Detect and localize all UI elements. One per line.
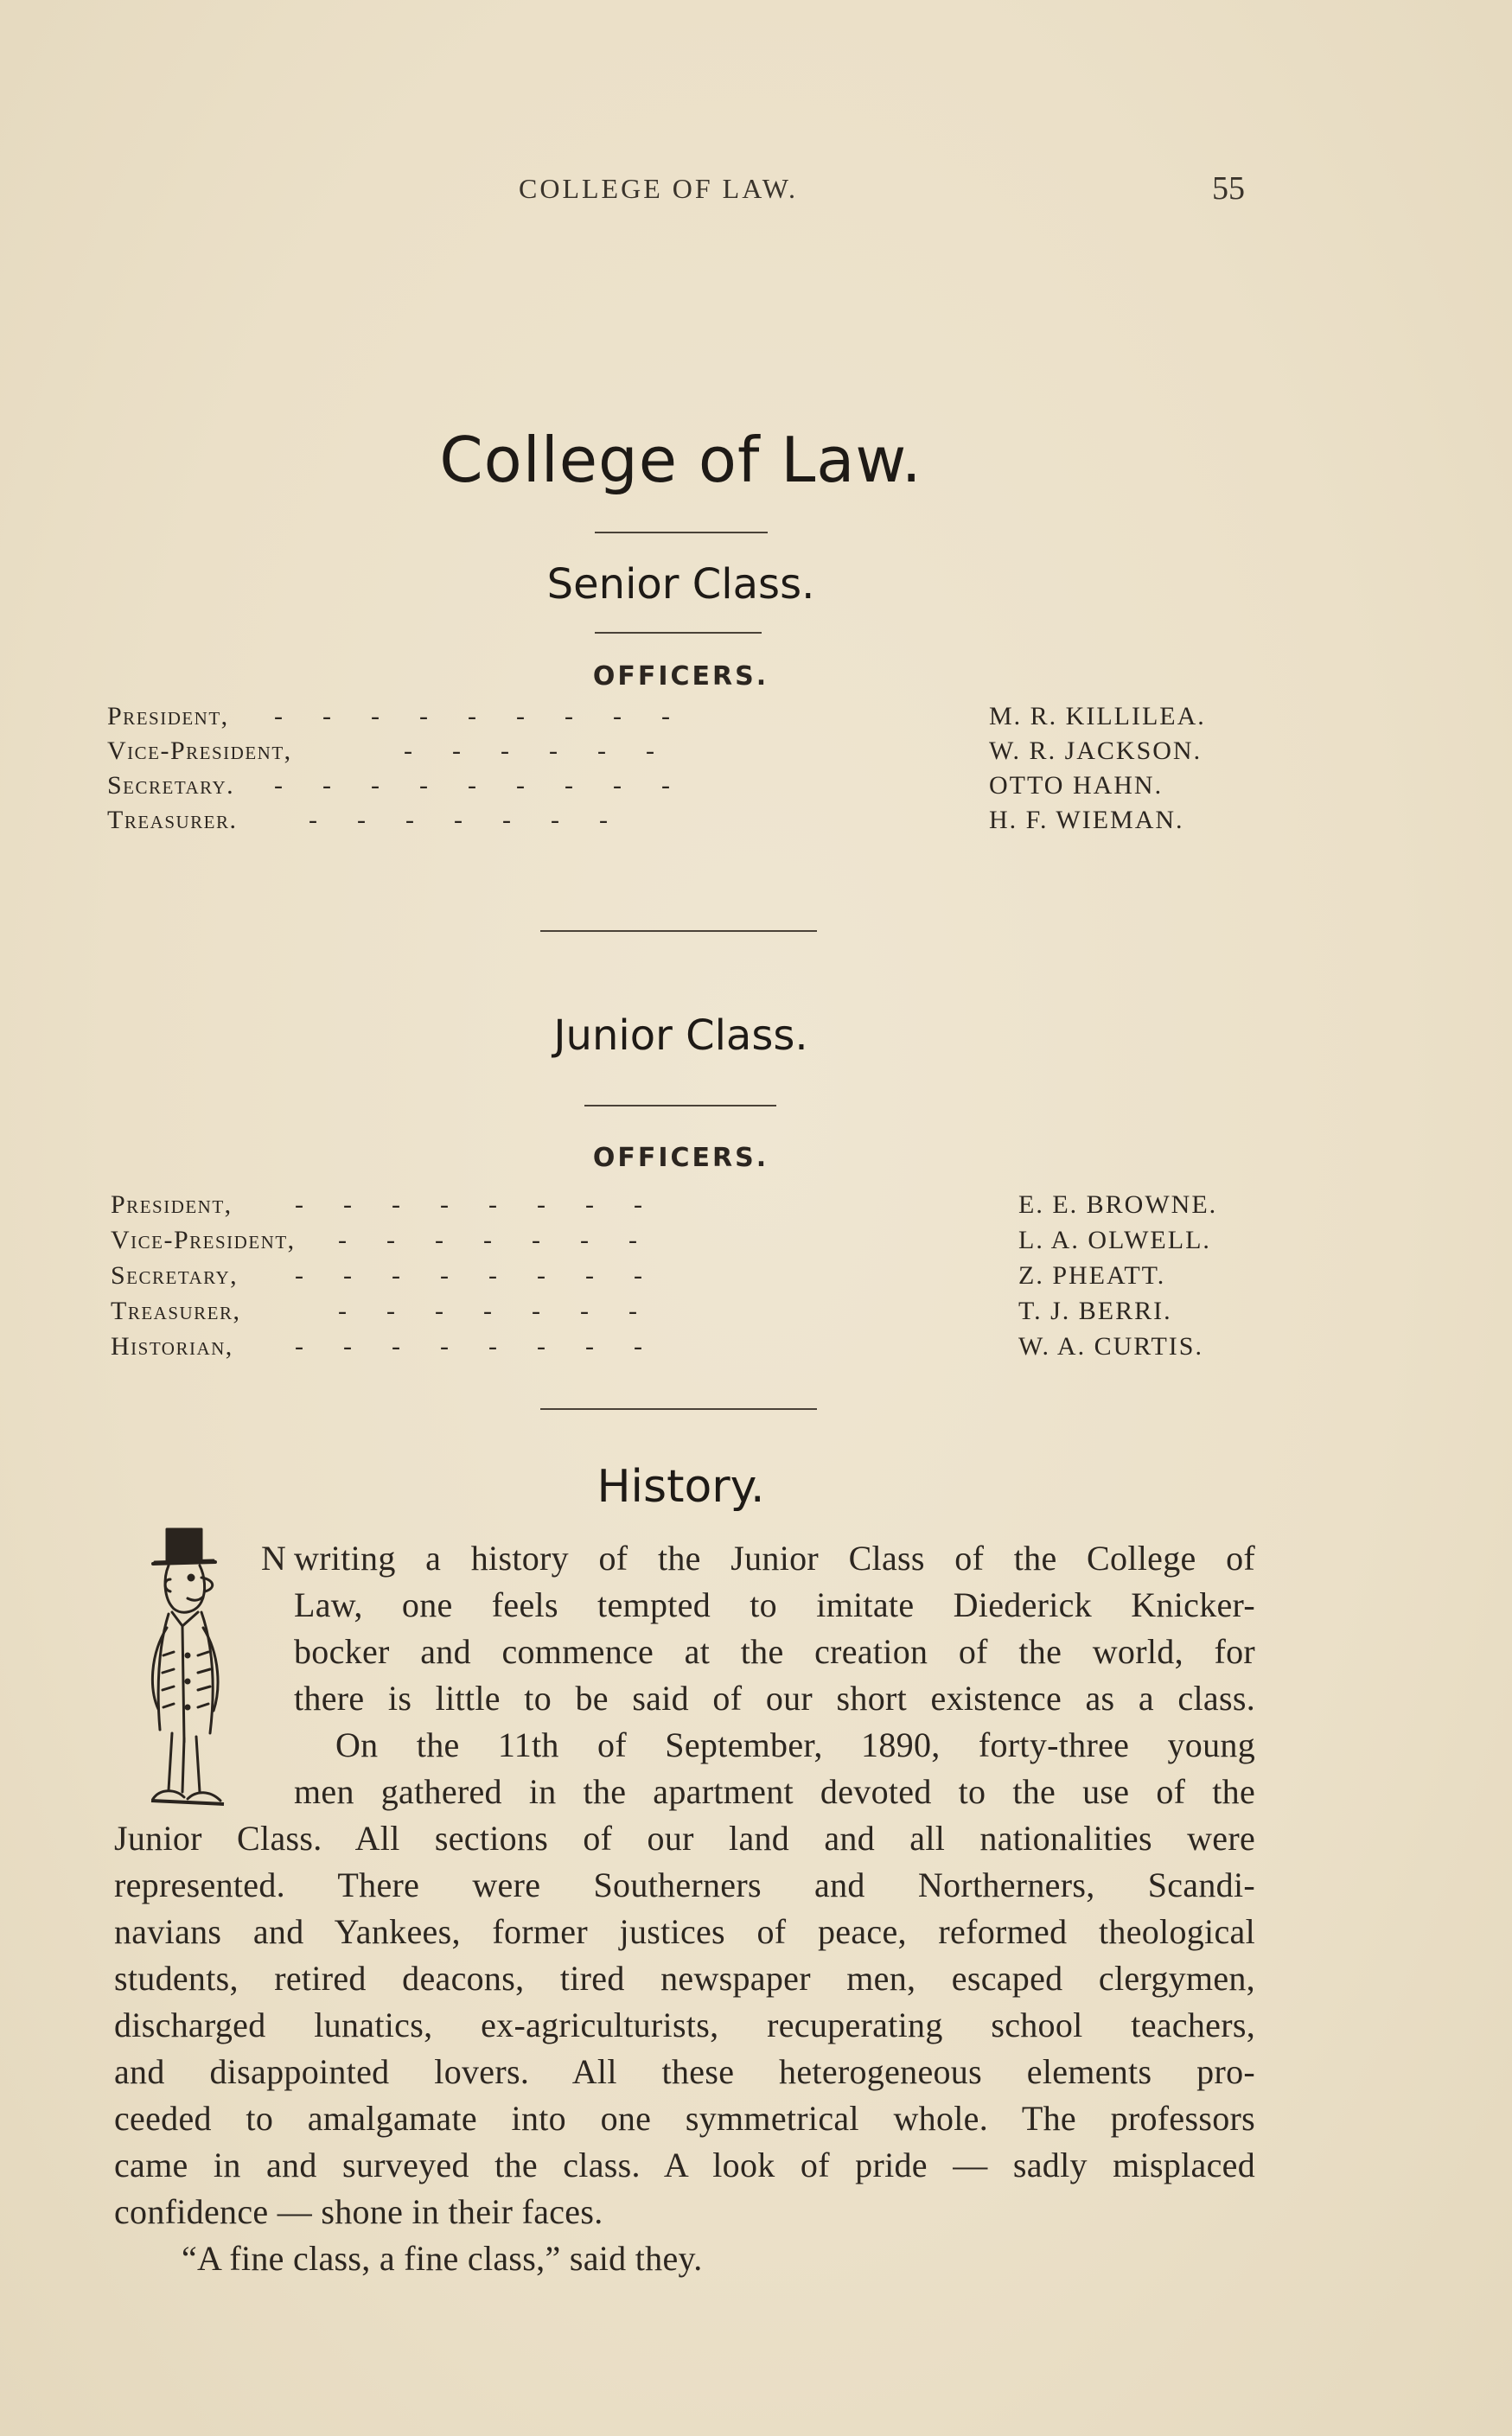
history-line: Junior Class. All sections of our land and all nationalities were xyxy=(114,1819,1255,1858)
page-title: College of Law. xyxy=(439,424,922,496)
history-line: confidence — shone in their faces. xyxy=(114,2192,603,2231)
history-heading: History. xyxy=(597,1461,765,1513)
junior-officer-row xyxy=(111,1190,1260,1225)
officer-name: M. R. KILLILEA. xyxy=(989,702,1206,730)
senior-officers-label: OFFICERS. xyxy=(592,661,769,692)
history-line: men gathered in the apartment devoted to the use of the xyxy=(294,1772,1255,1811)
junior-officer-row xyxy=(111,1261,1260,1296)
history-line: navians and Yankees, former justices of peace, reformed theological xyxy=(114,1912,1255,1951)
page-number: 55 xyxy=(1212,170,1245,207)
history-line: students, retired deacons, tired newspaper men, escaped clergymen, xyxy=(114,1959,1255,1998)
officer-role: President, xyxy=(107,702,229,730)
junior-officer-row xyxy=(111,1332,1260,1367)
junior-officer-row xyxy=(111,1297,1260,1331)
title-rule xyxy=(595,532,768,533)
leader-dots: - - - - - - - - xyxy=(295,1332,642,1361)
officer-name: W. A. CURTIS. xyxy=(1018,1332,1203,1361)
officer-role: Secretary, xyxy=(111,1261,239,1290)
officer-role: Vice-President, xyxy=(111,1226,296,1254)
running-header: COLLEGE OF LAW. xyxy=(519,173,799,204)
history-line: there is little to be said of our short existence as a class. xyxy=(294,1679,1255,1718)
officer-role: Treasurer, xyxy=(111,1297,241,1325)
officer-role: President, xyxy=(111,1190,233,1219)
section-divider xyxy=(540,1408,817,1410)
senior-officer-row xyxy=(107,771,1257,806)
history-line: “A fine class, a fine class,” said they. xyxy=(182,2239,703,2278)
history-line: represented. There were Southerners and Northerners, Scandi- xyxy=(114,1865,1255,1904)
senior-officer-row xyxy=(107,806,1257,840)
officer-name: W. R. JACKSON. xyxy=(989,737,1203,765)
leader-dots: - - - - - - - xyxy=(309,806,608,834)
leader-dots: - - - - - - xyxy=(404,737,654,765)
leader-dots: - - - - - - - - - xyxy=(274,702,670,730)
officer-name: T. J. BERRI. xyxy=(1018,1297,1172,1325)
leader-dots: - - - - - - - xyxy=(338,1226,637,1254)
leader-dots: - - - - - - - xyxy=(338,1297,637,1325)
drop-letter: N xyxy=(261,1539,286,1578)
officer-role: Vice-President, xyxy=(107,737,292,765)
junior-heading-rule xyxy=(584,1105,776,1106)
leader-dots: - - - - - - - - - xyxy=(274,771,670,800)
junior-officers-label: OFFICERS. xyxy=(592,1143,769,1173)
officer-name: OTTO HAHN. xyxy=(989,771,1164,800)
gentleman-illustration-icon xyxy=(134,1526,238,1815)
history-line: On the 11th of September, 1890, forty-three young xyxy=(335,1725,1255,1764)
history-line: bocker and commence at the creation of the world, for xyxy=(294,1632,1255,1671)
junior-officer-row xyxy=(111,1226,1260,1260)
officer-name: H. F. WIEMAN. xyxy=(989,806,1184,834)
history-line: came in and surveyed the class. A look of pride — sadly misplaced xyxy=(114,2146,1255,2184)
senior-officer-row xyxy=(107,737,1257,771)
officer-role: Treasurer. xyxy=(107,806,238,834)
senior-officer-row xyxy=(107,702,1257,737)
history-line: ceeded to amalgamate into one symmetrical whole. The professors xyxy=(114,2099,1255,2138)
officer-name: E. E. BROWNE. xyxy=(1018,1190,1218,1219)
officer-name: Z. PHEATT. xyxy=(1018,1261,1166,1290)
history-line: discharged lunatics, ex-agriculturists, recuperating school teachers, xyxy=(114,2006,1255,2044)
leader-dots: - - - - - - - - xyxy=(295,1190,642,1219)
junior-class-heading: Junior Class. xyxy=(553,1011,808,1060)
officer-role: Historian, xyxy=(111,1332,233,1361)
senior-class-heading: Senior Class. xyxy=(546,560,815,609)
leader-dots: - - - - - - - - xyxy=(295,1261,642,1290)
history-line: writing a history of the Junior Class of the College of xyxy=(294,1539,1255,1578)
history-line: and disappointed lovers. All these heterogeneous elements pro- xyxy=(114,2052,1255,2091)
section-divider xyxy=(540,930,817,932)
senior-heading-rule xyxy=(595,632,762,634)
history-line: Law, one feels tempted to imitate Diederick Knicker- xyxy=(294,1585,1255,1624)
officer-role: Secretary. xyxy=(107,771,235,800)
officer-name: L. A. OLWELL. xyxy=(1018,1226,1211,1254)
